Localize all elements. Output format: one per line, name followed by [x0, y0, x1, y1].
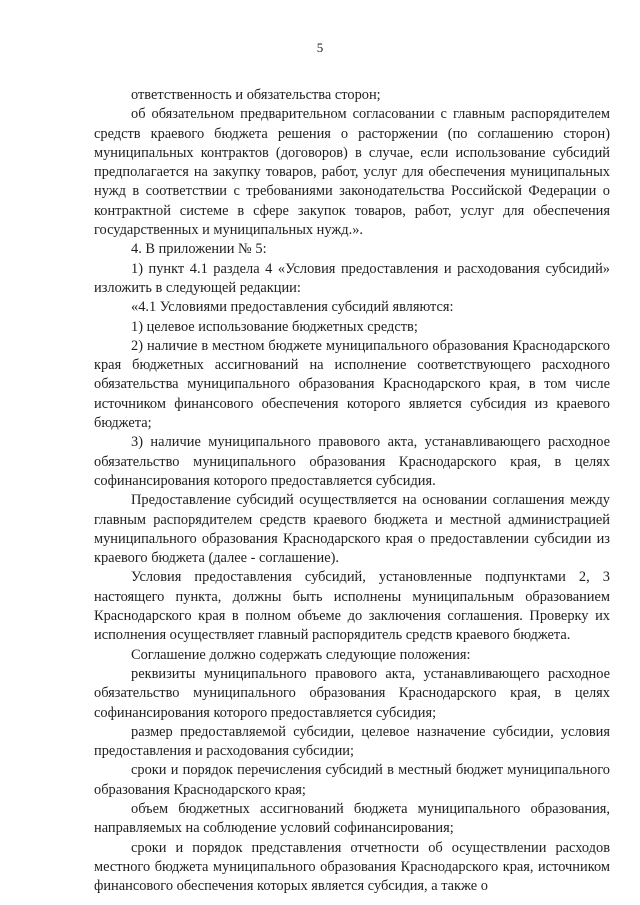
paragraph: ответственность и обязательства сторон;	[131, 87, 381, 103]
paragraph: Условия предоставления субсидий, установленные подпунктами 2, 3 настоящего пункта, должны быть исполнены муниципальным образованием Краснодарского края в полном объеме до заключения соглашения. Проверку их исполнения осуществляет главный распорядитель средств краевого бюджета.	[94, 569, 610, 644]
paragraph: размер предоставляемой субсидии, целевое назначение субсидии, условия предоставления и расходования субсидии;	[94, 723, 610, 760]
paragraph: сроки и порядок перечисления субсидий в местный бюджет муниципального образования Краснодарского края;	[94, 762, 610, 798]
page-number: 5	[316, 40, 324, 55]
paragraph: об обязательном предварительном согласовании с главным распорядителем средств краевого бюджета решения о расторжении (по соглашению сторон) муниципальных контрактов (договоров) в случае, если использование субсидий предполагается на закупку товаров, работ, услуг для обеспечения муниципальных нужд в соответствии с требованиями законодательства Российской Федерации о контрактной системе в сфере закупок товаров, работ, услуг для обеспечения государственных и муниципальных нужд.».	[94, 106, 610, 239]
paragraph: реквизиты муниципального правового акта, устанавливающего расходное обязательство муниципального образования Краснодарского края, в целях софинансирования которого предоставляется субсидия;	[94, 665, 610, 721]
paragraph: объем бюджетных ассигнований бюджета муниципального образования, направляемых на соблюдение условий софинансирования;	[94, 800, 610, 837]
paragraph: Предоставление субсидий осуществляется на основании соглашения между главным распорядителем средств краевого бюджета и местной администрацией муниципального образования Краснодарского края о предоставлении субсидии из краевого бюджета (далее - соглашение).	[94, 492, 610, 567]
paragraph: 2) наличие в местном бюджете муниципального образования Краснодарского края бюджетных ассигнований на исполнение соответствующего расходного обязательства муниципального образования Краснодарского края, в том числе источником финансового обеспечения которого является субсидия из краевого бюджета;	[94, 337, 610, 432]
paragraph: 1) целевое использование бюджетных средств;	[131, 318, 418, 335]
paragraph: 4. В приложении № 5:	[131, 241, 267, 258]
paragraph: «4.1 Условиями предоставления субсидий являются:	[131, 299, 454, 316]
paragraph: 3) наличие муниципального правового акта, устанавливающего расходное обязательство муниципального образования Краснодарского края, в целях софинансирования которого предоставляется субсидия.	[94, 434, 610, 489]
paragraph: 1) пункт 4.1 раздела 4 «Условия предоставления и расходования субсидий» изложить в следующей редакции:	[94, 260, 610, 296]
document-body	[94, 86, 610, 896]
paragraph: Соглашение должно содержать следующие положения:	[131, 646, 471, 663]
paragraph: сроки и порядок представления отчетности об осуществлении расходов местного бюджета муниципального образования Краснодарского края, источником финансового обеспечения которых является субсидия, а также о	[94, 839, 610, 895]
